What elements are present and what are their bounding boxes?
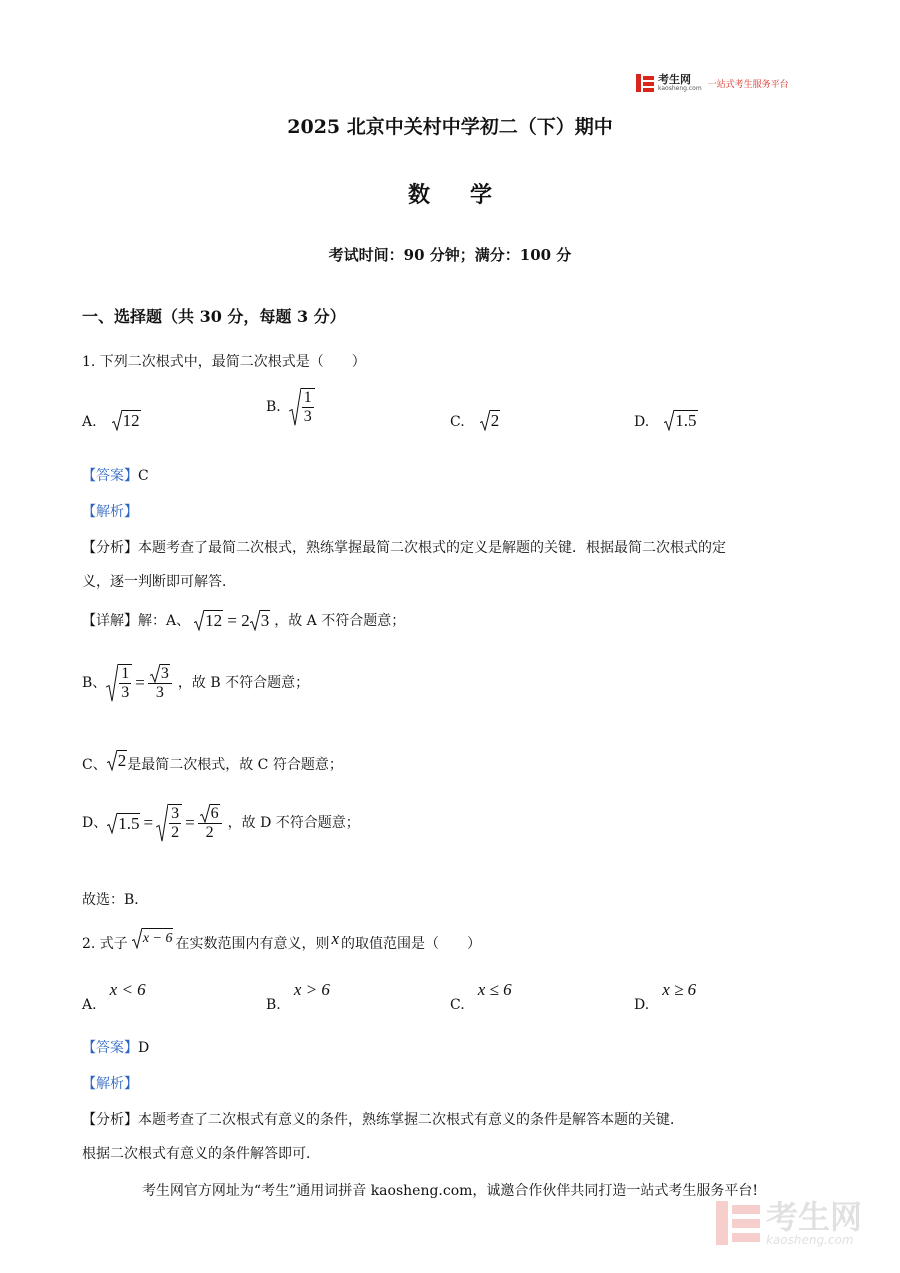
q2-option-b: B. x > 6 xyxy=(266,980,330,1013)
q1-analysis-tag: 【解析】 xyxy=(82,504,138,520)
q1-detail-d: D、 1.5 = $\frac{3}{2}$ = $\frac{6}{2}$ ，故 D 不符合题意； xyxy=(82,805,360,841)
sqrt-expression: 2 xyxy=(480,410,501,431)
q2-stem: 2. 式子 x − 6 在实数范围内有意义，则 x 的取值范围是（ ） xyxy=(82,928,482,952)
logo-slogan: 一站式考生服务平台 xyxy=(707,79,789,90)
watermark-logo xyxy=(716,1200,862,1246)
sqrt-fraction: $\frac{1}{3}$ xyxy=(289,388,315,426)
q1-fenxi: 【分析】本题考查了最简二次根式，熟练掌握最简二次根式的定义是解题的关键．根据最简二次根式的定 xyxy=(82,540,726,556)
subject-heading: 数学 xyxy=(407,182,532,208)
q2-analysis-tag: 【解析】 xyxy=(82,1076,138,1092)
q2-answer xyxy=(82,1038,149,1058)
q1-option-b xyxy=(266,388,315,426)
q1-option-d xyxy=(634,410,698,432)
watermark-logo-icon xyxy=(716,1201,760,1245)
logo-text: 考生网 xyxy=(658,73,691,86)
option-letter: C. xyxy=(450,414,465,430)
sqrt-expression: 1.5 xyxy=(664,410,697,431)
q2-option-a: A. x < 6 xyxy=(82,980,146,1013)
watermark-text: 考生网 xyxy=(766,1198,863,1236)
exam-info: 考试时间：90 分钟；满分：100 分 xyxy=(328,246,572,264)
footer-text: 考生网官方网址为“考生”通用词拼音 kaosheng.com，诚邀合作伙伴共同打造一站式考生服务平台! xyxy=(141,1183,759,1199)
option-letter: B. xyxy=(266,399,281,415)
q2-option-d: D. x ≥ 6 xyxy=(634,980,697,1013)
q1-detail-c: C、 2 是最简二次根式，故 C 符合题意； xyxy=(82,751,343,773)
q2-fenxi: 【分析】本题考查了二次根式有意义的条件，熟练掌握二次根式有意义的条件是解答本题的关键． xyxy=(82,1112,684,1128)
option-letter: D. xyxy=(634,414,650,430)
q1-detail-b: B、 $\frac{1}{3}$ = $\frac{3}{3}$ ，故 B 不符合题意； xyxy=(82,665,310,701)
kaosheng-logo-icon xyxy=(636,74,654,92)
header-logo xyxy=(636,72,789,94)
answer-value: C xyxy=(138,468,149,484)
watermark-domain: kaosheng.com xyxy=(766,1233,854,1247)
q1-answer xyxy=(82,466,149,486)
option-letter: A. xyxy=(82,414,97,430)
q1-conclusion: 故选：B． xyxy=(82,892,149,908)
q1-detail-a: 【详解】 解：A、 12 = 2 3 ，故 A 不符合题意； xyxy=(82,611,406,630)
q2-fenxi-line2: 根据二次根式有意义的条件解答即可． xyxy=(82,1146,320,1162)
q1-option-c xyxy=(450,410,500,432)
q1-stem: 1. 下列二次根式中，最简二次根式是（ ） xyxy=(82,354,366,370)
q2-option-c: C. x ≤ 6 xyxy=(450,980,512,1013)
section-heading: 一、选择题（共 30 分，每题 3 分） xyxy=(82,307,346,326)
document-title: 2025 北京中关村中学初二（下）期中 xyxy=(287,116,613,138)
answer-value: D xyxy=(138,1040,150,1056)
answer-tag: 【答案】 xyxy=(82,468,138,484)
logo-domain: kaosheng.com xyxy=(658,85,702,92)
sqrt-expression: 12 xyxy=(112,410,141,431)
answer-tag: 【答案】 xyxy=(82,1040,138,1056)
q1-option-a xyxy=(82,410,141,432)
q1-fenxi-line2: 义，逐一判断即可解答． xyxy=(82,574,236,590)
